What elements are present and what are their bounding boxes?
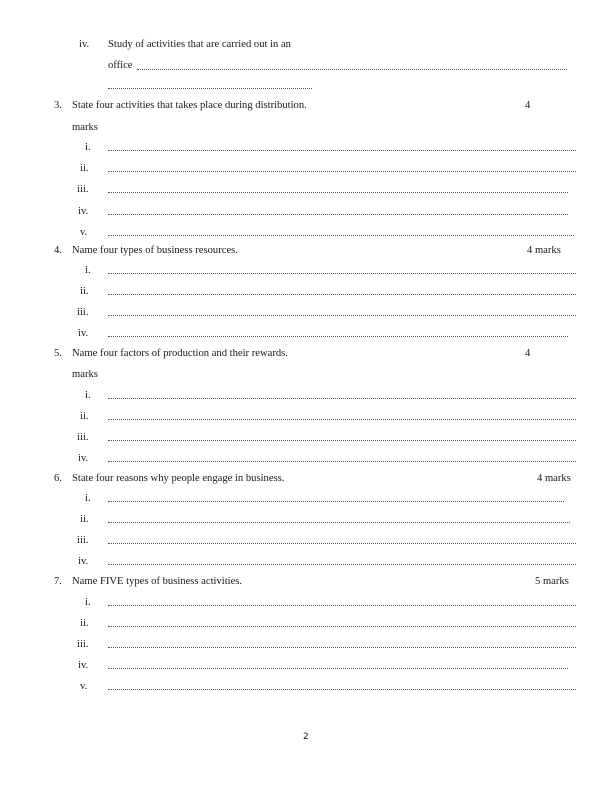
answer-numeral: iv. [78, 328, 89, 339]
answer-numeral: iv. [78, 660, 89, 671]
answer-numeral: iii. [77, 639, 89, 650]
answer-line[interactable] [108, 314, 576, 316]
answer-line[interactable] [108, 191, 568, 193]
answer-line[interactable] [108, 335, 568, 337]
answer-numeral: iii. [77, 184, 89, 195]
answer-line[interactable] [108, 272, 576, 274]
question-text: Name FIVE types of business activities. [72, 576, 243, 587]
answer-numeral: i. [85, 142, 91, 153]
question-text: Name four factors of production and their rewards. [72, 348, 288, 359]
answer-line[interactable] [108, 688, 576, 690]
answer-numeral: iii. [77, 307, 89, 318]
answer-line[interactable] [108, 234, 574, 236]
page-number: 2 [303, 732, 309, 742]
answer-line[interactable] [108, 397, 576, 399]
answer-line[interactable] [108, 646, 576, 648]
answer-line[interactable] [108, 667, 568, 669]
item-text: Study of activities that are carried out in an [108, 39, 291, 50]
answer-numeral: iii. [77, 432, 89, 443]
answer-line[interactable] [108, 521, 570, 523]
answer-line[interactable] [108, 418, 576, 420]
answer-numeral: iv. [78, 453, 89, 464]
answer-numeral: ii. [80, 411, 89, 422]
answer-line[interactable] [108, 460, 576, 462]
question-number: 6. [54, 473, 62, 484]
question-number: 7. [54, 576, 62, 587]
answer-numeral: iv. [78, 206, 89, 217]
question-text: State four activities that takes place during distribution. [72, 100, 307, 111]
answer-line[interactable] [108, 149, 576, 151]
question-marks: marks [72, 369, 98, 380]
answer-numeral: i. [85, 493, 91, 504]
answer-numeral: ii. [80, 514, 89, 525]
answer-numeral: v. [80, 681, 88, 692]
question-number: 5. [54, 348, 62, 359]
question-marks: 4 marks [527, 245, 561, 256]
answer-numeral: iv. [78, 556, 89, 567]
answer-numeral: ii. [80, 286, 89, 297]
answer-line[interactable] [108, 170, 576, 172]
question-marks: 4 [525, 348, 531, 359]
question-number: 3. [54, 100, 62, 111]
answer-line[interactable] [108, 625, 576, 627]
answer-numeral: i. [85, 390, 91, 401]
answer-numeral: v. [80, 227, 88, 238]
answer-numeral: ii. [80, 618, 89, 629]
item-numeral: iv. [79, 39, 90, 50]
question-text: State four reasons why people engage in business. [72, 473, 285, 484]
answer-numeral: ii. [80, 163, 89, 174]
answer-line[interactable] [137, 68, 567, 70]
answer-line[interactable] [108, 439, 576, 441]
question-number: 4. [54, 245, 62, 256]
answer-line[interactable] [108, 293, 576, 295]
question-marks: 4 marks [537, 473, 571, 484]
answer-line[interactable] [108, 604, 576, 606]
question-marks: 4 [525, 100, 531, 111]
question-marks: marks [72, 122, 98, 133]
item-text: office [108, 60, 133, 71]
answer-line[interactable] [108, 563, 576, 565]
answer-numeral: i. [85, 265, 91, 276]
answer-line[interactable] [108, 213, 568, 215]
answer-numeral: iii. [77, 535, 89, 546]
question-marks: 5 marks [535, 576, 569, 587]
answer-line[interactable] [108, 87, 312, 89]
answer-numeral: i. [85, 597, 91, 608]
question-text: Name four types of business resources. [72, 245, 238, 256]
answer-line[interactable] [108, 542, 576, 544]
answer-line[interactable] [108, 500, 564, 502]
